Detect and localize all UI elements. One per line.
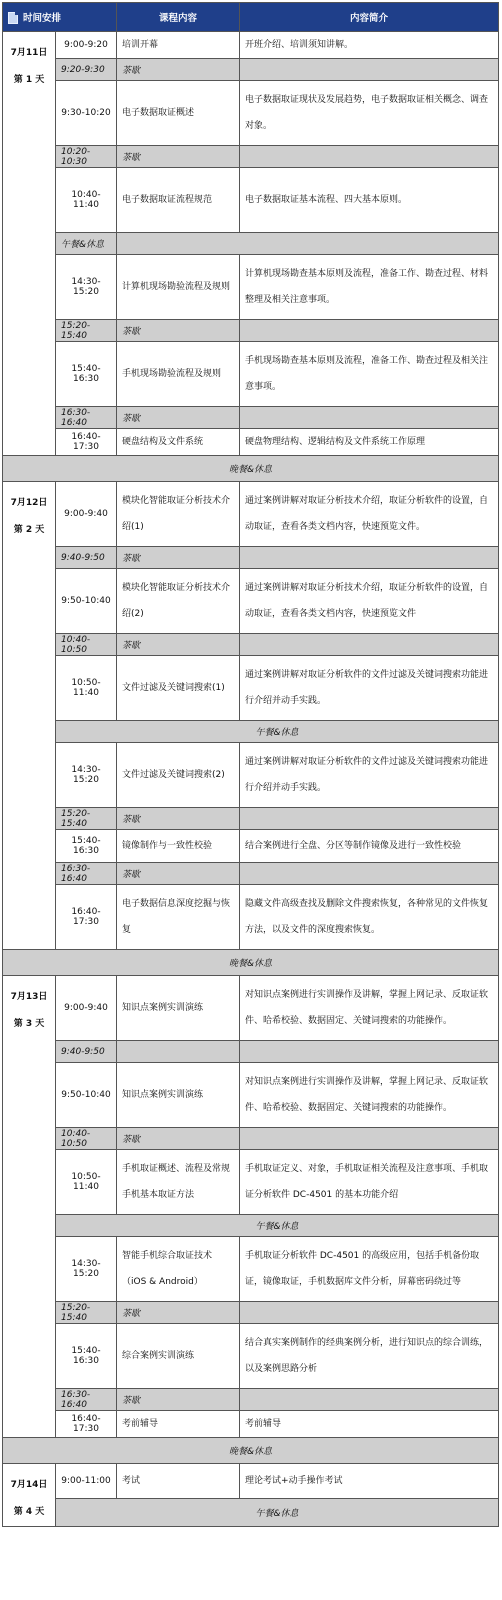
schedule-table bbox=[2, 2, 499, 1527]
session-desc: 考前辅导 bbox=[240, 1411, 499, 1438]
break-time: 15:20-15:40 bbox=[56, 320, 117, 342]
header-course: 课程内容 bbox=[117, 3, 240, 32]
break-time: 10:40-10:50 bbox=[56, 1128, 117, 1150]
break-filler bbox=[240, 1128, 499, 1150]
session-desc: 通过案例讲解对取证分析软件的文件过滤及关键词搜索功能进行介绍并动手实践。 bbox=[240, 743, 499, 808]
tea-break-row bbox=[3, 1128, 499, 1150]
session-time: 14:30-15:20 bbox=[56, 743, 117, 808]
session-desc: 对知识点案例进行实训操作及讲解，掌握上网记录、反取证软件、哈希校验、数据固定、关键词搜索的功能操作。 bbox=[240, 1063, 499, 1128]
day-date: 7月12日 bbox=[10, 498, 48, 508]
session-topic: 知识点案例实训演练 bbox=[117, 976, 240, 1041]
tea-break-row bbox=[3, 808, 499, 830]
session-topic: 计算机现场勘验流程及规则 bbox=[117, 255, 240, 320]
session-time: 9:00-9:40 bbox=[56, 976, 117, 1041]
session-time: 9:00-11:00 bbox=[56, 1464, 117, 1499]
tea-break-row bbox=[3, 547, 499, 569]
session-desc: 通过案例讲解对取证分析技术介绍，取证分析软件的设置，自动取证，查看各类文档内容，快速预览文件。 bbox=[240, 482, 499, 547]
break-label: 茶歇 bbox=[117, 547, 240, 569]
session-topic: 镜像制作与一致性校验 bbox=[117, 830, 240, 863]
session-desc: 手机现场勘查基本原则及流程，准备工作、勘查过程及相关注意事项。 bbox=[240, 342, 499, 407]
tea-break-row bbox=[3, 320, 499, 342]
day-label: 第 1 天 bbox=[13, 75, 45, 85]
session-desc: 通过案例讲解对取证分析软件的文件过滤及关键词搜索功能进行介绍并动手实践。 bbox=[240, 656, 499, 721]
break-label: 茶歇 bbox=[117, 59, 240, 81]
document-icon bbox=[8, 12, 18, 24]
lunch-label: 午餐&休息 bbox=[56, 1215, 499, 1237]
break-label: 茶歇 bbox=[117, 146, 240, 168]
lunch-label: 午餐&休息 bbox=[56, 233, 117, 255]
day-date: 7月14日 bbox=[10, 1480, 48, 1490]
session-row bbox=[3, 342, 499, 407]
day-cell bbox=[3, 482, 56, 950]
session-topic: 文件过滤及关键词搜索(2) bbox=[117, 743, 240, 808]
session-topic: 模块化智能取证分析技术介绍(1) bbox=[117, 482, 240, 547]
session-desc: 计算机现场勘查基本原则及流程，准备工作、勘查过程、材料整理及相关注意事项。 bbox=[240, 255, 499, 320]
session-desc: 结合真实案例制作的经典案例分析，进行知识点的综合训练，以及案例思路分析 bbox=[240, 1324, 499, 1389]
day-date: 7月11日 bbox=[10, 48, 48, 58]
session-topic: 培训开幕 bbox=[117, 32, 240, 59]
session-desc: 结合案例进行全盘、分区等制作镜像及进行一致性校验 bbox=[240, 830, 499, 863]
session-time: 15:40-16:30 bbox=[56, 342, 117, 407]
tea-break-row bbox=[3, 407, 499, 429]
session-row bbox=[3, 81, 499, 146]
lunch-break-row bbox=[3, 1215, 499, 1237]
break-filler bbox=[240, 407, 499, 429]
break-time: 9:20-9:30 bbox=[56, 59, 117, 81]
break-time: 9:40-9:50 bbox=[56, 547, 117, 569]
break-filler bbox=[240, 1389, 499, 1411]
session-topic: 考前辅导 bbox=[117, 1411, 240, 1438]
session-row bbox=[3, 743, 499, 808]
session-time: 16:40-17:30 bbox=[56, 1411, 117, 1438]
session-row bbox=[3, 1063, 499, 1128]
lunch-label: 午餐&休息 bbox=[56, 1498, 499, 1526]
dinner-break-label: 晚餐&休息 bbox=[3, 1438, 499, 1464]
break-filler bbox=[240, 1302, 499, 1324]
day-date: 7月13日 bbox=[10, 992, 48, 1002]
session-topic: 综合案例实训演练 bbox=[117, 1324, 240, 1389]
break-time: 16:30-16:40 bbox=[56, 863, 117, 885]
session-desc: 理论考试+动手操作考试 bbox=[240, 1464, 499, 1499]
session-time: 14:30-15:20 bbox=[56, 255, 117, 320]
session-desc: 硬盘物理结构、逻辑结构及文件系统工作原理 bbox=[240, 429, 499, 456]
session-time: 9:00-9:20 bbox=[56, 32, 117, 59]
tea-break-row bbox=[3, 1389, 499, 1411]
header-time bbox=[3, 3, 117, 32]
session-topic: 模块化智能取证分析技术介绍(2) bbox=[117, 569, 240, 634]
tea-break-row bbox=[3, 146, 499, 168]
session-desc: 隐藏文件高级查找及删除文件搜索恢复，各种常见的文件恢复方法，以及文件的深度搜索恢复。 bbox=[240, 885, 499, 950]
session-row bbox=[3, 1464, 499, 1499]
dinner-break-row bbox=[3, 950, 499, 976]
session-row bbox=[3, 255, 499, 320]
session-topic: 硬盘结构及文件系统 bbox=[117, 429, 240, 456]
session-time: 9:00-9:40 bbox=[56, 482, 117, 547]
break-label: 茶歇 bbox=[117, 1302, 240, 1324]
break-time: 9:40-9:50 bbox=[56, 1041, 117, 1063]
break-time: 15:20-15:40 bbox=[56, 808, 117, 830]
break-filler bbox=[240, 634, 499, 656]
session-desc: 开班介绍、培训须知讲解。 bbox=[240, 32, 499, 59]
header-desc: 内容简介 bbox=[240, 3, 499, 32]
session-topic: 智能手机综合取证技术（iOS & Android） bbox=[117, 1237, 240, 1302]
break-filler bbox=[240, 808, 499, 830]
session-row bbox=[3, 168, 499, 233]
session-topic: 考试 bbox=[117, 1464, 240, 1499]
break-label: 茶歇 bbox=[117, 407, 240, 429]
session-desc: 手机取证定义、对象，手机取证相关流程及注意事项、手机取证分析软件 DC-4501 的基本功能介绍 bbox=[240, 1150, 499, 1215]
session-row bbox=[3, 830, 499, 863]
session-row bbox=[3, 1150, 499, 1215]
break-time: 16:30-16:40 bbox=[56, 407, 117, 429]
break-label: 茶歇 bbox=[117, 863, 240, 885]
break-label: 茶歇 bbox=[117, 808, 240, 830]
break-label: 茶歇 bbox=[117, 1128, 240, 1150]
session-row bbox=[3, 1237, 499, 1302]
session-row bbox=[3, 569, 499, 634]
dinner-break-row bbox=[3, 1438, 499, 1464]
dinner-break-label: 晚餐&休息 bbox=[3, 950, 499, 976]
break-filler bbox=[240, 59, 499, 81]
tea-break-row bbox=[3, 59, 499, 81]
session-row bbox=[3, 885, 499, 950]
dinner-break-row bbox=[3, 456, 499, 482]
tea-break-row bbox=[3, 863, 499, 885]
day-label: 第 2 天 bbox=[13, 525, 45, 535]
session-desc: 对知识点案例进行实训操作及讲解，掌握上网记录、反取证软件、哈希校验、数据固定、关键词搜索的功能操作。 bbox=[240, 976, 499, 1041]
session-time: 9:50-10:40 bbox=[56, 1063, 117, 1128]
session-time: 15:40-16:30 bbox=[56, 1324, 117, 1389]
lunch-break-row bbox=[3, 721, 499, 743]
break-time: 16:30-16:40 bbox=[56, 1389, 117, 1411]
lunch-break-row bbox=[3, 1498, 499, 1526]
day-label: 第 4 天 bbox=[13, 1507, 45, 1517]
break-filler bbox=[240, 1041, 499, 1063]
session-row bbox=[3, 976, 499, 1041]
break-filler bbox=[240, 146, 499, 168]
lunch-filler bbox=[117, 233, 499, 255]
session-time: 9:30-10:20 bbox=[56, 81, 117, 146]
session-topic: 电子数据信息深度挖掘与恢复 bbox=[117, 885, 240, 950]
lunch-label: 午餐&休息 bbox=[56, 721, 499, 743]
session-time: 14:30-15:20 bbox=[56, 1237, 117, 1302]
session-topic: 手机取证概述、流程及常规手机基本取证方法 bbox=[117, 1150, 240, 1215]
session-topic: 电子数据取证流程规范 bbox=[117, 168, 240, 233]
session-row bbox=[3, 482, 499, 547]
session-time: 15:40-16:30 bbox=[56, 830, 117, 863]
break-filler bbox=[240, 863, 499, 885]
session-time: 16:40-17:30 bbox=[56, 885, 117, 950]
session-row bbox=[3, 1324, 499, 1389]
break-time: 10:40-10:50 bbox=[56, 634, 117, 656]
session-row bbox=[3, 656, 499, 721]
tea-break-row bbox=[3, 634, 499, 656]
session-desc: 通过案例讲解对取证分析技术介绍，取证分析软件的设置，自动取证，查看各类文档内容，快速预览文件 bbox=[240, 569, 499, 634]
session-time: 10:50-11:40 bbox=[56, 656, 117, 721]
session-time: 10:50-11:40 bbox=[56, 1150, 117, 1215]
dinner-break-label: 晚餐&休息 bbox=[3, 456, 499, 482]
session-time: 16:40-17:30 bbox=[56, 429, 117, 456]
break-label bbox=[117, 1041, 240, 1063]
break-label: 茶歇 bbox=[117, 634, 240, 656]
break-time: 10:20-10:30 bbox=[56, 146, 117, 168]
session-topic: 知识点案例实训演练 bbox=[117, 1063, 240, 1128]
session-desc: 电子数据取证现状及发展趋势，电子数据取证相关概念、调查对象。 bbox=[240, 81, 499, 146]
break-filler bbox=[240, 320, 499, 342]
session-row bbox=[3, 32, 499, 59]
day-cell bbox=[3, 1464, 56, 1527]
session-topic: 电子数据取证概述 bbox=[117, 81, 240, 146]
session-time: 9:50-10:40 bbox=[56, 569, 117, 634]
schedule-body bbox=[3, 32, 499, 1527]
day-cell bbox=[3, 32, 56, 456]
day-cell bbox=[3, 976, 56, 1438]
session-desc: 电子数据取证基本流程、四大基本原则。 bbox=[240, 168, 499, 233]
break-label: 茶歇 bbox=[117, 320, 240, 342]
tea-break-row bbox=[3, 1041, 499, 1063]
header-row bbox=[3, 3, 499, 32]
break-time: 15:20-15:40 bbox=[56, 1302, 117, 1324]
session-topic: 文件过滤及关键词搜索(1) bbox=[117, 656, 240, 721]
day-label: 第 3 天 bbox=[13, 1019, 45, 1029]
session-row bbox=[3, 429, 499, 456]
header-time-label: 时间安排 bbox=[23, 12, 62, 24]
break-filler bbox=[240, 547, 499, 569]
tea-break-row bbox=[3, 1302, 499, 1324]
break-label: 茶歇 bbox=[117, 1389, 240, 1411]
session-topic: 手机现场勘验流程及规则 bbox=[117, 342, 240, 407]
session-row bbox=[3, 1411, 499, 1438]
lunch-break-row bbox=[3, 233, 499, 255]
session-desc: 手机取证分析软件 DC-4501 的高级应用，包括手机备份取证，镜像取证，手机数据库文件分析，屏幕密码绕过等 bbox=[240, 1237, 499, 1302]
session-time: 10:40-11:40 bbox=[56, 168, 117, 233]
